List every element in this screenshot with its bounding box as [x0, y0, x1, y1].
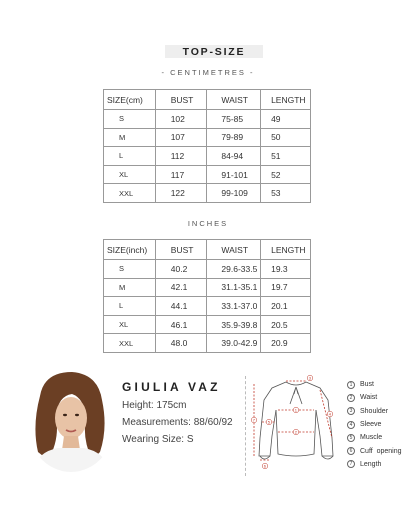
svg-text:6: 6	[263, 463, 267, 469]
svg-text:5: 5	[267, 419, 271, 425]
length-cell: 51	[261, 147, 311, 166]
model-wearing-size: Wearing Size: S	[122, 434, 194, 445]
legend-label: Shoulder	[360, 407, 389, 415]
size-cell: M	[104, 128, 156, 147]
legend-label: Waist	[360, 394, 378, 402]
size-cell: M	[104, 278, 156, 297]
table-row	[104, 297, 311, 316]
size-table-cm	[103, 89, 311, 203]
measurement-legend	[347, 378, 402, 471]
inches-label: INCHES	[187, 219, 229, 228]
size-cell: S	[104, 110, 156, 129]
legend-item-muscle	[347, 431, 402, 444]
header-cell: LENGTH	[261, 90, 311, 110]
svg-text:3: 3	[308, 375, 312, 381]
table-row	[104, 184, 311, 203]
header-cell: BUST	[155, 240, 207, 260]
waist-cell: 31.1-35.1	[207, 278, 261, 297]
header-cell: WAIST	[207, 240, 261, 260]
table-row	[104, 147, 311, 166]
length-cell: 52	[261, 165, 311, 184]
waist-cell: 91-101	[207, 165, 261, 184]
waist-cell: 29.6-33.5	[207, 260, 261, 279]
model-name: GIULIA VAZ	[122, 380, 221, 394]
legend-label: Muscle	[360, 434, 383, 442]
size-table-inches	[103, 239, 311, 353]
length-cell: 53	[261, 184, 311, 203]
legend-item-shoulder	[347, 405, 402, 418]
number-badge-icon: 5	[347, 434, 355, 442]
bust-cell: 48.0	[155, 334, 207, 353]
centimetres-label: - CENTIMETRES -	[161, 68, 255, 77]
table-row	[104, 315, 311, 334]
number-badge-icon: 6	[347, 447, 355, 455]
length-cell: 20.1	[261, 297, 311, 316]
size-cell: XL	[104, 165, 156, 184]
header-cell: SIZE(inch)	[104, 240, 156, 260]
table-row	[104, 260, 311, 279]
number-badge-icon: 7	[347, 460, 355, 468]
waist-cell: 39.0-42.9	[207, 334, 261, 353]
svg-text:4: 4	[328, 411, 332, 417]
length-cell: 19.7	[261, 278, 311, 297]
table-header-row	[104, 240, 311, 260]
bust-cell: 42.1	[155, 278, 207, 297]
waist-cell: 75-85	[207, 110, 261, 129]
section-divider	[245, 376, 246, 476]
bust-cell: 102	[155, 110, 207, 129]
size-cell: L	[104, 297, 156, 316]
number-badge-icon: 4	[347, 421, 355, 429]
blouse-diagram	[250, 370, 342, 475]
legend-item-bust	[347, 378, 402, 391]
legend-label: Length	[360, 460, 382, 468]
bust-cell: 46.1	[155, 315, 207, 334]
size-cell: S	[104, 260, 156, 279]
bust-cell: 107	[155, 128, 207, 147]
svg-text:1: 1	[294, 407, 298, 413]
table-row	[104, 165, 311, 184]
length-cell: 20.9	[261, 334, 311, 353]
bust-cell: 117	[155, 165, 207, 184]
table-row	[104, 278, 311, 297]
waist-cell: 33.1-37.0	[207, 297, 261, 316]
waist-cell: 84-94	[207, 147, 261, 166]
table-row	[104, 110, 311, 129]
header-cell: WAIST	[207, 90, 261, 110]
model-height: Height: 175cm	[122, 400, 187, 411]
legend-label: Cuff opening	[360, 447, 402, 455]
bust-cell: 44.1	[155, 297, 207, 316]
legend-item-waist	[347, 391, 402, 404]
number-badge-icon: 3	[347, 407, 355, 415]
table-row	[104, 334, 311, 353]
size-cell: XXL	[104, 334, 156, 353]
table-row	[104, 128, 311, 147]
model-portrait	[26, 368, 116, 473]
waist-cell: 99-109	[207, 184, 261, 203]
legend-label: Sleeve	[360, 421, 382, 429]
header-cell: BUST	[155, 90, 207, 110]
length-cell: 50	[261, 128, 311, 147]
svg-text:2: 2	[294, 429, 298, 435]
size-cell: L	[104, 147, 156, 166]
svg-text:7: 7	[252, 417, 256, 423]
model-measurements: Measurements: 88/60/92	[122, 417, 233, 428]
number-badge-icon: 1	[347, 381, 355, 389]
size-cell: XXL	[104, 184, 156, 203]
legend-item-cuff-opening	[347, 444, 402, 457]
size-cell: XL	[104, 315, 156, 334]
header-cell: SIZE(cm)	[104, 90, 156, 110]
number-badge-icon: 2	[347, 394, 355, 402]
bust-cell: 122	[155, 184, 207, 203]
bust-cell: 112	[155, 147, 207, 166]
length-cell: 20.5	[261, 315, 311, 334]
bust-cell: 40.2	[155, 260, 207, 279]
legend-item-length	[347, 458, 402, 471]
page-title: TOP-SIZE	[165, 45, 263, 58]
header-cell: LENGTH	[261, 240, 311, 260]
table-header-row	[104, 90, 311, 110]
length-cell: 49	[261, 110, 311, 129]
legend-item-sleeve	[347, 418, 402, 431]
waist-cell: 35.9-39.8	[207, 315, 261, 334]
legend-label: Bust	[360, 381, 375, 389]
waist-cell: 79-89	[207, 128, 261, 147]
length-cell: 19.3	[261, 260, 311, 279]
